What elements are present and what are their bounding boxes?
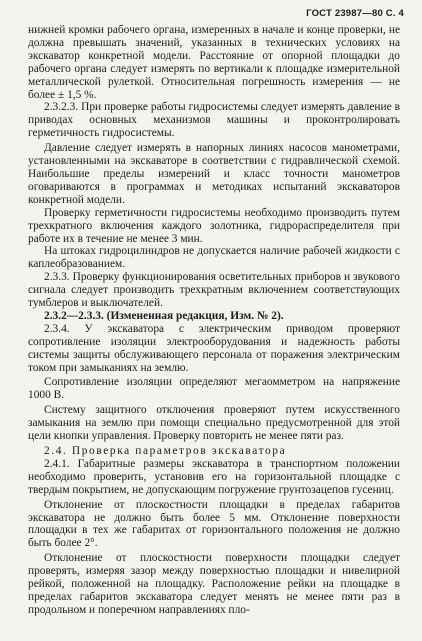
paragraph-2-3-3: 2.3.3. Проверку функционирования осветительных приборов и звукового сигнала следует производить трехкратным включением соответствующих тумблеров и выключателей. (28, 271, 400, 310)
paragraph-flatness-check: Отклонение от плоскостности поверхности площадки следует проверять, измеряя зазор между поверхностью площадки и нивелирной рейкой, положенной на площадку. Расположение рейки на площадке в пределах габаритов экскаватора следует менять не менее пяти раз в продольном и поперечном направлениях пло- (28, 552, 400, 616)
paragraph-tightness: Проверку герметичности гидросистемы необходимо производить путем трехкратного включения каждого золотника, гидрораспределителя при работе их в течение не менее 3 мин. (28, 206, 400, 245)
paragraph-pressure: Давление следует измерять в напорных линиях насосов манометрами, установленными на экскаваторе в соответствии с гидравлической схемой. Наибольшие пределы измерений и класс точности манометров оговариваются в программах и методиках испытаний экскаваторов конкретной модели. (28, 142, 400, 206)
paragraph-protection: Систему защитного отключения проверяют путем искусственного замыкания на землю при помощи специально предусмотренной для этой цели кнопки управления. Проверку повторить не менее пяти раз. (28, 404, 400, 443)
paragraph-2-3-2-3: 2.3.2.3. При проверке работы гидросистемы следует измерять давление в приводах основных механизмов машины и проконтролировать герметичность гидросистемы. (28, 101, 400, 140)
document-body (28, 24, 400, 617)
paragraph-2-3-4: 2.3.4. У экскаватора с электрическим приводом проверяют сопротивление изоляции электрооборудования и надежность работы системы защиты обслуживающего персонала от поражения электрическим током при замыканиях на землю. (28, 322, 400, 374)
paragraph-insulation: Сопротивление изоляции определяют мегаомметром на напряжение 1000 В. (28, 376, 400, 402)
paragraph-2-4-1: 2.4.1. Габаритные размеры экскаватора в транспортном положении необходимо проверить, установив его на горизонтальной площадке с твердым покрытием, не допускающим погружение грунтозацепов гусениц. (28, 457, 400, 496)
paragraph-continuation: нижней кромки рабочего органа, измеренных в начале и конце проверки, не должна превышать значений, указанных в технических условиях на экскаватор конкретной модели. Расстояние от опорной площадки до рабочего органа следует измерять по вертикали к площадке измерительной металлической рулеткой. Относительная погрешность измерения — не более ± 1,5 %. (28, 24, 400, 101)
amendment-note: 2.3.2—2.3.3. (Измененная редакция, Изм. № 2). (44, 309, 284, 322)
section-heading-2-4: 2.4. Проверка параметров экскаватора (44, 445, 287, 457)
paragraph-flatness: Отклонение от плоскостности площадки в пределах габаритов экскаватора не должно быть более 5 мм. Отклонение поверхности площадки в тех же габаритах от горизонтального положения не должно быть более 2°. (28, 498, 400, 550)
paragraph-rods: На штоках гидроцилиндров не допускается наличие рабочей жидкости с каплеобразованием. (28, 245, 400, 271)
page-header: ГОСТ 23987—80 С. 4 (306, 8, 404, 19)
